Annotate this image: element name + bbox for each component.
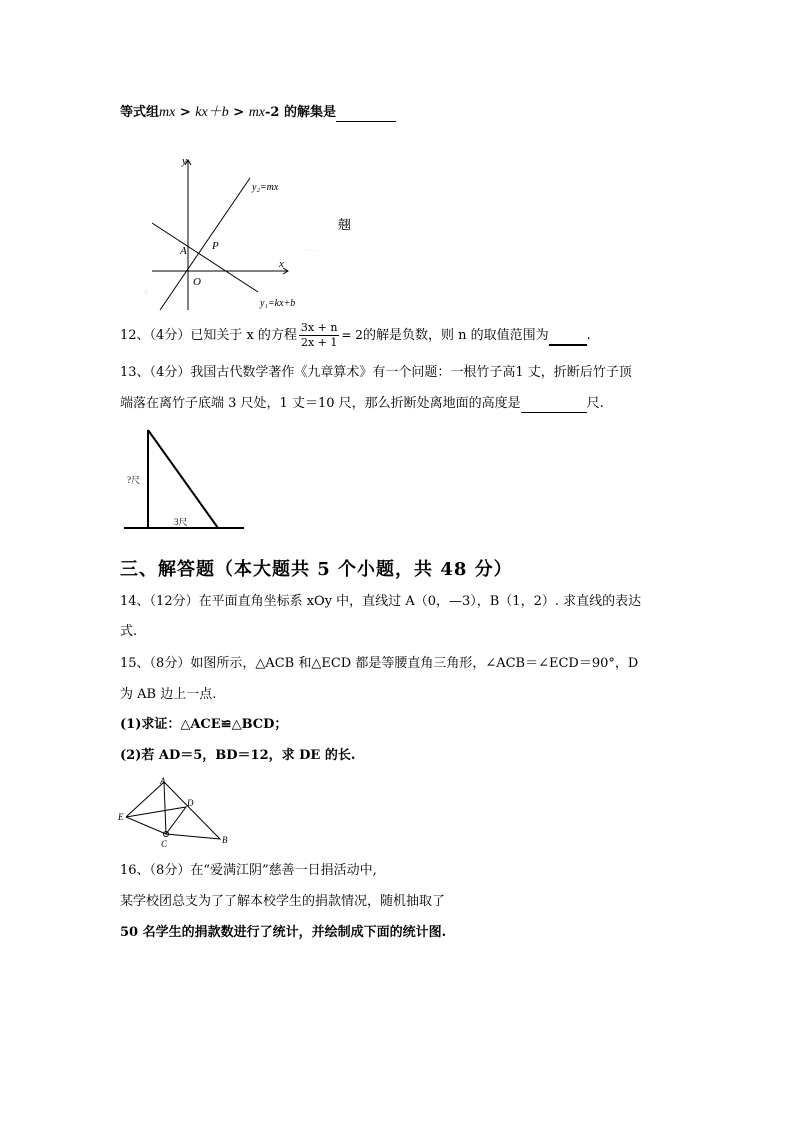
q12-fraction [299, 321, 340, 350]
base-label: 3尺 [174, 517, 188, 527]
q12-fraction-numerator: 3x + n [300, 321, 338, 334]
q15-part-1: (1)求证：△ACE≌△BCD； [120, 717, 288, 732]
q13-line-2: 端落在离竹子底端 3 尺处，1 丈＝10 尺，那么折断处离地面的高度是 [120, 396, 521, 411]
point-d: D [187, 798, 194, 808]
q12-prefix: 12、（4分）已知关于 x 的方程 [120, 328, 297, 343]
q11-tail: -2 的解集是 [265, 105, 336, 120]
section-title: 三、解答题（本大题共 5 个小题，共 48 分） [120, 559, 513, 580]
point-a: A [160, 776, 166, 786]
x-axis-label: x [279, 258, 284, 270]
q13-bamboo-figure [120, 425, 250, 535]
q11-line [120, 104, 396, 122]
q16-line-2: 某学校团总支为了了解本校学生的捐款情况，随机抽取了 [120, 894, 446, 909]
q12-answer-blank[interactable] [549, 326, 587, 346]
q13-answer-blank[interactable] [521, 398, 587, 413]
faint-watermark-mark: # [144, 288, 148, 297]
q11-gt-1: > [175, 105, 196, 120]
q15-part-2: (2)若 AD＝5，BD＝12，求 DE 的长. [120, 748, 356, 763]
q11-prefix: 等式组 [120, 105, 160, 120]
q12-tail: 的解是负数，则 n 的取值范围为 [362, 328, 549, 343]
point-c: C [161, 839, 168, 849]
point-b: B [222, 835, 228, 845]
q12-end: . [586, 328, 591, 343]
q15-triangle-figure [116, 776, 236, 851]
faint-watermark-mark: ...... [305, 244, 317, 253]
q16-line-3: 50 名学生的捐款数进行了统计，并绘制成下面的统计图. [120, 925, 447, 940]
line-y2-mx [160, 178, 250, 310]
point-p-label: P [212, 240, 219, 252]
q11-kx-b: kx＋b [195, 105, 229, 120]
q11-mx-2: mx [248, 105, 266, 120]
origin-label: O [193, 276, 201, 288]
point-a-label: A [180, 245, 187, 257]
q11-gt-2: > [228, 105, 249, 120]
q12-equals: = 2 [341, 328, 363, 342]
point-e: E [118, 812, 124, 822]
triangle-ecd [126, 807, 186, 834]
q15-line-2: 为 AB 边上一点. [120, 687, 217, 702]
q15-line-1: 15、（8分）如图所示，△ACB 和△ECD 都是等腰直角三角形，∠ACB＝∠ECD＝90°，D [120, 656, 639, 671]
q13-end: 尺. [586, 396, 604, 411]
q12-fraction-denominator: 2x + 1 [300, 336, 338, 349]
triangle-acb [164, 782, 220, 839]
q12-line [120, 318, 591, 352]
line-y1-kx-b [152, 223, 258, 292]
bamboo-broken-part [148, 430, 218, 528]
q11-answer-blank[interactable] [336, 107, 396, 122]
q14-line-1: 14、（12分）在平面直角坐标系 xOy 中，直线过 A（0，—3），B（1，2）. 求直线的表达 [120, 594, 642, 609]
q11-graph-figure [140, 150, 370, 315]
q14-line-2: 式. [120, 624, 138, 639]
y-axis-label: y [182, 155, 187, 167]
q11-mx-1: mx [159, 105, 176, 120]
q16-line-1: 16、（8分）在“爱满江阴”慈善一日捐活动中, [120, 863, 377, 878]
stray-character: 翹 [338, 218, 352, 233]
line-y2-label: y₂=mx [252, 182, 279, 193]
height-label: ?尺 [127, 475, 140, 485]
line-y1-label: y₁=kx+b [260, 298, 296, 309]
q13-line-1: 13、（4分）我国古代数学著作《九章算术》有一个问题：一根竹子高1 丈，折断后竹子顶 [120, 365, 632, 380]
q13-line-2-wrap [120, 395, 604, 413]
